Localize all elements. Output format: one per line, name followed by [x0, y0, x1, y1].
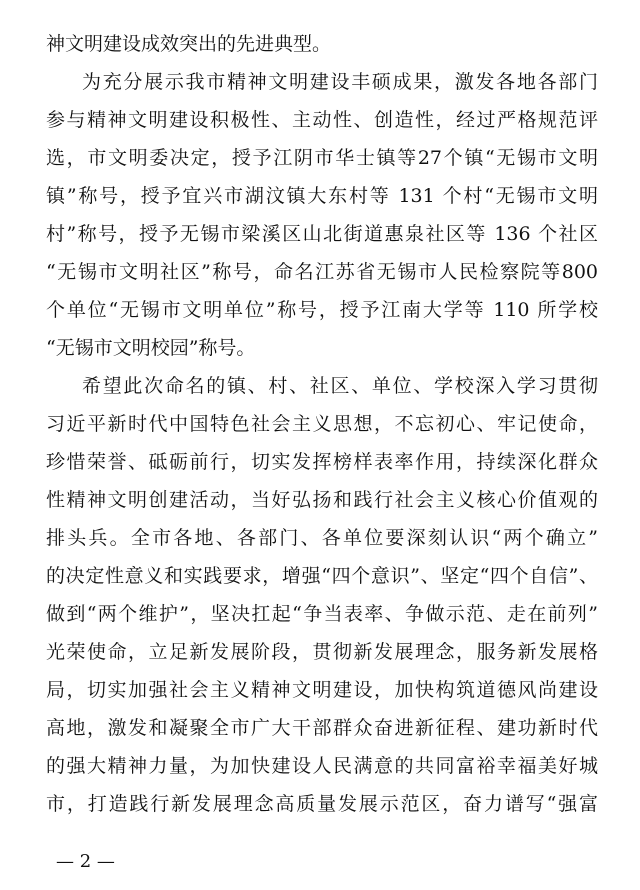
- text-line-2: 为充分展示我市精神文明建设丰硕成果，激发各地各部门: [82, 71, 598, 93]
- text-line-15: 的决定性意义和实践要求，增强“四个意识”、坚定“四个自信”、: [46, 565, 598, 587]
- text-line-6: 村”称号，授予无锡市梁溪区山北街道惠泉社区等 136 个社区: [46, 223, 598, 245]
- text-line-18: 局，切实加强社会主义精神文明建设，加快构筑道德风尚建设: [46, 679, 598, 701]
- text-line-14: 排头兵。全市各地、各部门、各单位要深刻认识“两个确立”: [46, 527, 598, 549]
- text-line-20: 的强大精神力量，为加快建设人民满意的共同富裕幸福美好城: [46, 755, 598, 777]
- text-line-8: 个单位“无锡市文明单位”称号，授予江南大学等 110 所学校: [46, 299, 598, 321]
- text-line-5: 镇”称号，授予宜兴市湖汶镇大东村等 131 个村“无锡市文明: [46, 185, 598, 207]
- text-line-17: 光荣使命，立足新发展阶段，贯彻新发展理念，服务新发展格: [46, 641, 598, 663]
- text-line-9: “无锡市文明校园”称号。: [46, 337, 256, 359]
- text-line-4: 选，市文明委决定，授予江阴市华士镇等27个镇“无锡市文明: [46, 147, 598, 169]
- text-line-12: 珍惜荣誉、砥砺前行，切实发挥榜样表率作用，持续深化群众: [46, 451, 598, 473]
- text-line-16: 做到“两个维护”，坚决扛起“争当表率、争做示范、走在前列”: [46, 603, 598, 625]
- text-line-1: 神文明建设成效突出的先进典型。: [46, 33, 332, 55]
- page-number: — 2 —: [56, 851, 115, 872]
- text-line-21: 市，打造践行新发展理念高质量发展示范区，奋力谱写“强富: [46, 793, 598, 815]
- text-line-11: 习近平新时代中国特色社会主义思想，不忘初心、牢记使命，: [46, 413, 598, 435]
- text-line-3: 参与精神文明建设积极性、主动性、创造性，经过严格规范评: [46, 109, 598, 131]
- text-line-7: “无锡市文明社区”称号，命名江苏省无锡市人民检察院等800: [46, 261, 598, 283]
- text-line-10: 希望此次命名的镇、村、社区、单位、学校深入学习贯彻: [82, 375, 598, 397]
- text-line-13: 性精神文明创建活动，当好弘扬和践行社会主义核心价值观的: [46, 489, 598, 511]
- text-line-19: 高地，激发和凝聚全市广大干部群众奋进新征程、建功新时代: [46, 717, 598, 739]
